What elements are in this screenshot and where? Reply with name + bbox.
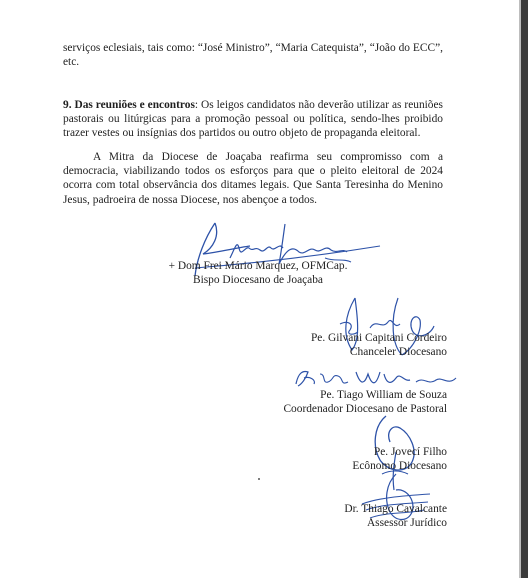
paragraph-meetings [63, 98, 443, 141]
signatory-chancellor [311, 331, 447, 359]
window-edge [521, 0, 528, 578]
signatory-treasurer [352, 445, 447, 473]
paragraph-services-text: serviços eclesiais, tais como: “José Ministro”, “Maria Catequista”, “João do ECC”, etc. [63, 42, 443, 69]
signatory-bishop [163, 259, 353, 287]
paragraph-commitment-text: A Mitra da Diocese de Joaçaba reafirma seu compromisso com a democracia, viabilizando todos os esforços para que o pleito eleitoral de 2024 ocorra com total observância dos ditames legais. Que Santa Teresinha do Menino Jesus, padroeira de nossa Diocese, nos abençoe a todos. [63, 151, 443, 206]
paragraph-commitment [63, 150, 443, 207]
signatory-legal-advisor [344, 502, 447, 530]
signatory-name: + Dom Frei Mário Marquez, OFMCap. [168, 260, 348, 272]
signatory-name: Pe. Jovecí Filho [373, 446, 447, 458]
signatory-pastoral-coordinator [283, 388, 447, 416]
signatory-name: Pe. Tiago William de Souza [320, 389, 447, 401]
signatory-role: Assessor Jurídico [366, 517, 447, 529]
signatory-role: Chanceler Diocesano [349, 346, 447, 358]
paragraph-services [63, 41, 443, 69]
signatory-role: Ecônomo Diocesano [352, 460, 447, 472]
paragraph-meetings-text: : Os leigos candidatos não deverão utilizar as reuniões pastorais ou litúrgicas para a promoção pessoal ou política, sendo-lhes proibido trazer vestes ou insígnias dos partidos ou outro objeto de propaganda eleitoral. [63, 99, 443, 140]
signatory-name: Dr. Thiago Cavalcante [344, 503, 447, 515]
signatory-role: Coordenador Diocesano de Pastoral [283, 403, 447, 415]
ink-dot [258, 478, 260, 480]
signatory-name: Pe. Gilvani Capitani Cordeiro [310, 332, 447, 344]
section-heading-meetings: 9. Das reuniões e encontros [63, 99, 195, 111]
signatory-role: Bispo Diocesano de Joaçaba [192, 274, 323, 286]
